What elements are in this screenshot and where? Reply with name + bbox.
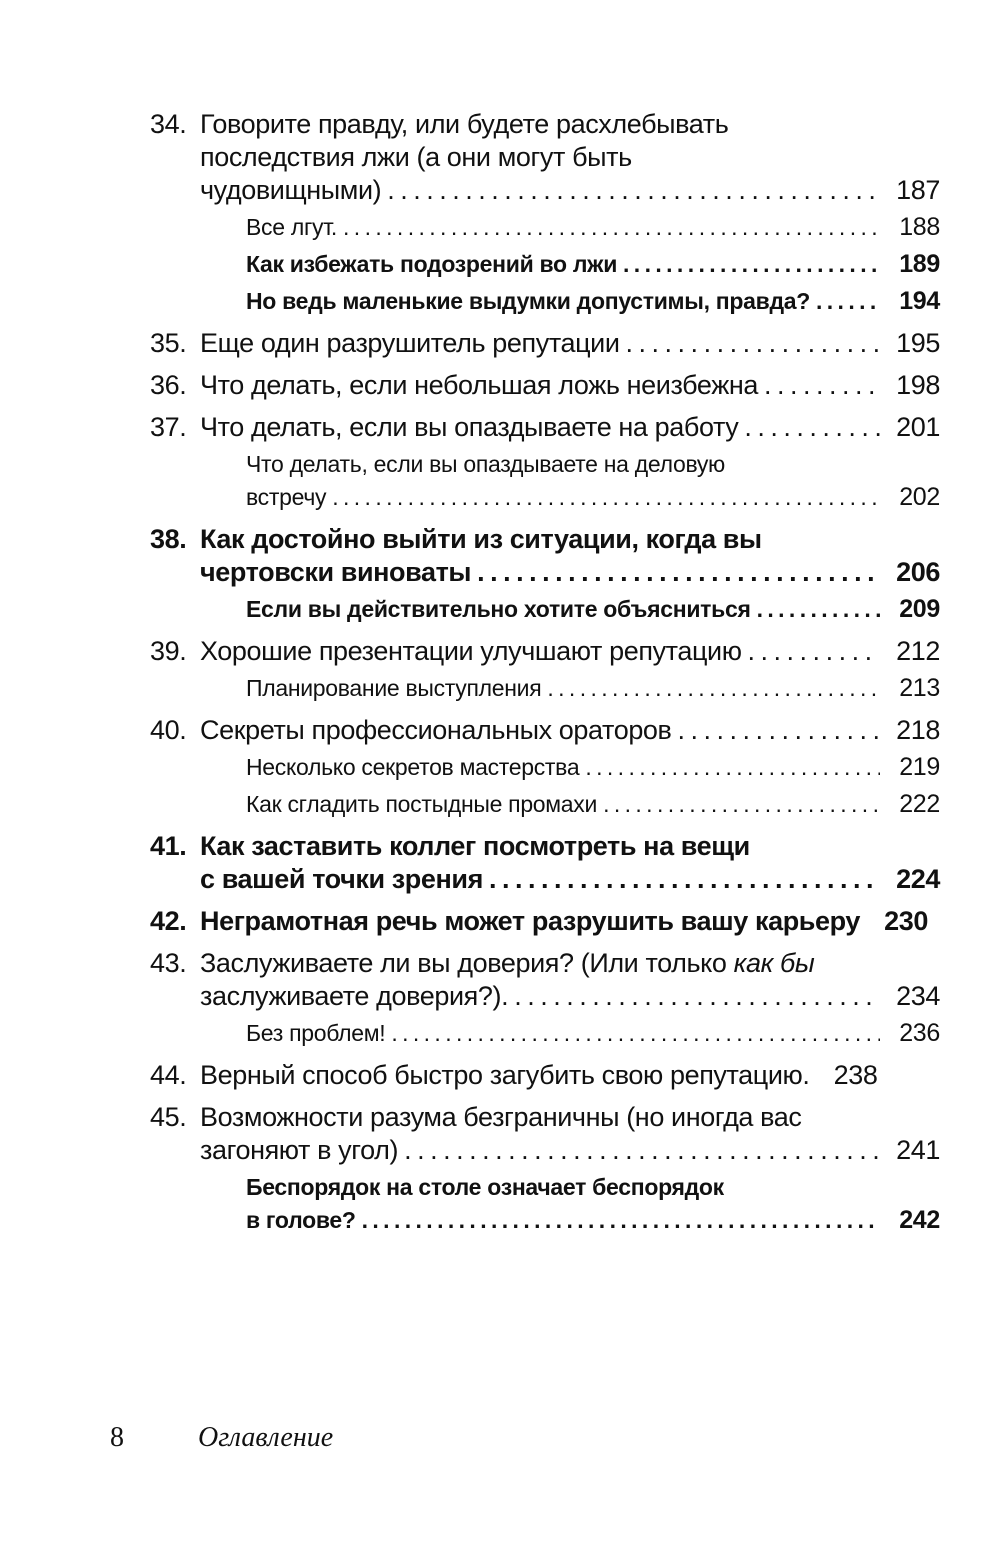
entry-title-line [200,947,940,980]
entry-title [200,947,940,1013]
entry-title-line: встречу [246,484,327,510]
page-reference: 195 [896,328,940,358]
page-reference: 194 [899,287,940,315]
entry-title [200,714,940,747]
entry-title-line: Неграмотная речь может разрушить вашу карьеру [200,906,860,936]
page-reference: 236 [899,1019,940,1047]
toc-subsection-entry [150,285,940,318]
entry-title [200,523,940,589]
dot-leader [404,1134,880,1167]
entry-title-line: Как сгладить постыдные промахи [246,791,598,817]
dot-leader [603,788,880,821]
entry-title [200,108,940,207]
entry-title-line: Если вы действительно хотите объясниться [246,596,751,622]
entry-title-line: с вашей точки зрения [200,864,483,894]
entry-title-line: заслуживаете доверия?). [200,981,509,1011]
dot-leader [585,751,880,784]
chapter-number: 39. [150,636,187,666]
entry-title [200,327,940,360]
entry-title-line: Что делать, если небольшая ложь неизбежна [200,370,758,400]
page-reference: 206 [896,557,940,587]
page-reference: 234 [896,981,940,1011]
toc-chapter-entry [150,523,940,589]
toc-chapter-entry [150,714,940,747]
entry-title-line: Верный способ быстро загубить свою репутацию. [200,1060,810,1090]
page-reference: 218 [896,715,940,745]
chapter-number: 44. [150,1060,187,1090]
entry-title [200,830,940,896]
chapter-number: 38. [150,524,187,554]
entry-title-line: Возможности разума безграничны (но иногда вас [200,1102,802,1132]
toc-chapter-entry [150,1101,940,1167]
page-reference: 219 [899,753,940,781]
chapter-number: 34. [150,109,187,139]
dot-leader [744,411,880,444]
toc-subsection-entry [150,751,940,784]
dot-leader [757,593,880,626]
toc-subsection-entry [150,1017,940,1050]
dot-leader [343,211,880,244]
chapter-number: 36. [150,370,187,400]
running-title: Оглавление [198,1422,334,1453]
entry-title-line: Что делать, если вы опаздываете на работу [200,412,739,442]
toc-subsection-entry [150,672,940,705]
entry-title-line: Хорошие презентации улучшают репутацию [200,636,742,666]
entry-title [200,1101,940,1167]
toc-subsection-entry [150,448,940,514]
page-number: 8 [110,1422,124,1453]
entry-title-line: чудовищными) [200,175,382,205]
page-reference: 201 [896,412,940,442]
page-reference: 213 [899,674,940,702]
entry-title-line: Как избежать подозрений во лжи [246,251,618,277]
dot-leader [489,863,880,896]
entry-title-line: Как достойно выйти из ситуации, когда вы [200,524,762,554]
toc-subsection-entry [150,788,940,821]
page-footer [110,1422,333,1454]
toc-chapter-entry [150,108,940,207]
page-reference: 238 [833,1060,878,1090]
toc-subsection-entry [150,248,940,281]
page-reference: 242 [899,1206,940,1234]
page-reference: 209 [899,595,940,623]
entry-title [200,285,940,318]
page-reference: 189 [899,250,940,278]
entry-title-line: Все лгут. [246,214,338,240]
entry-title [200,672,940,705]
entry-title [200,1059,940,1092]
entry-title-line: в голове? [246,1207,356,1233]
entry-title [200,593,940,626]
chapter-number: 41. [150,831,187,861]
chapter-number: 37. [150,412,187,442]
entry-title [200,1017,940,1050]
entry-title-line: загоняют в угол) [200,1135,399,1165]
page-reference: 202 [899,483,940,511]
page-reference: 224 [896,864,940,894]
table-of-contents [150,108,940,1237]
entry-title [200,905,940,938]
entry-title [200,369,940,402]
entry-title-line: Беспорядок на столе означает беспорядок [246,1174,724,1200]
dot-leader [678,714,881,747]
chapter-number: 40. [150,715,187,745]
entry-title [200,248,940,281]
dot-leader [387,174,880,207]
dot-leader [547,672,880,705]
entry-title-line: Еще один разрушитель репутации [200,328,620,358]
page-reference: 198 [896,370,940,400]
entry-title-emphasis: как бы [733,948,815,978]
toc-chapter-entry [150,905,940,938]
page-reference: 241 [896,1135,940,1165]
toc-chapter-entry [150,327,940,360]
dot-leader [816,285,880,318]
entry-title-line: Как заставить коллег посмотреть на вещи [200,831,750,861]
page-reference: 230 [884,906,928,936]
page-reference: 212 [896,636,940,666]
toc-chapter-entry [150,1059,940,1092]
entry-title-line: Но ведь маленькие выдумки допустимы, правда? [246,288,810,314]
chapter-number: 35. [150,328,187,358]
entry-title-text: Заслуживаете ли вы доверия? (Или только [200,948,734,978]
dot-leader [362,1204,880,1237]
dot-leader [514,980,880,1013]
entry-title-line: Что делать, если вы опаздываете на деловую [246,451,726,477]
entry-title-line: последствия лжи (а они могут быть [200,142,632,172]
dot-leader [477,556,880,589]
chapter-number: 45. [150,1102,187,1132]
page-reference: 187 [896,175,940,205]
toc-chapter-entry [150,369,940,402]
entry-title-line: Планирование выступления [246,675,542,701]
entry-title [200,448,940,514]
toc-chapter-entry [150,947,940,1013]
entry-title-line: чертовски виноваты [200,557,472,587]
entry-title-line: Несколько секретов мастерства [246,754,580,780]
page-reference: 188 [899,213,940,241]
entry-title [200,788,940,821]
dot-leader [764,369,880,402]
toc-chapter-entry [150,635,940,668]
entry-title [200,411,940,444]
toc-subsection-entry [150,1171,940,1237]
dot-leader [623,248,880,281]
page-reference: 222 [899,790,940,818]
dot-leader [748,635,880,668]
entry-title-line: Секреты профессиональных ораторов [200,715,672,745]
entry-title-line: Говорите правду, или будете расхлебывать [200,109,729,139]
entry-title [200,1171,940,1237]
entry-title [200,211,940,244]
toc-chapter-entry [150,411,940,444]
toc-subsection-entry [150,593,940,626]
entry-title-line: Без проблем! [246,1020,386,1046]
entry-title [200,751,940,784]
entry-title [200,635,940,668]
toc-chapter-entry [150,830,940,896]
chapter-number: 42. [150,906,187,936]
chapter-number: 43. [150,948,187,978]
toc-subsection-entry [150,211,940,244]
dot-leader [626,327,880,360]
dot-leader [391,1017,880,1050]
dot-leader [332,481,880,514]
